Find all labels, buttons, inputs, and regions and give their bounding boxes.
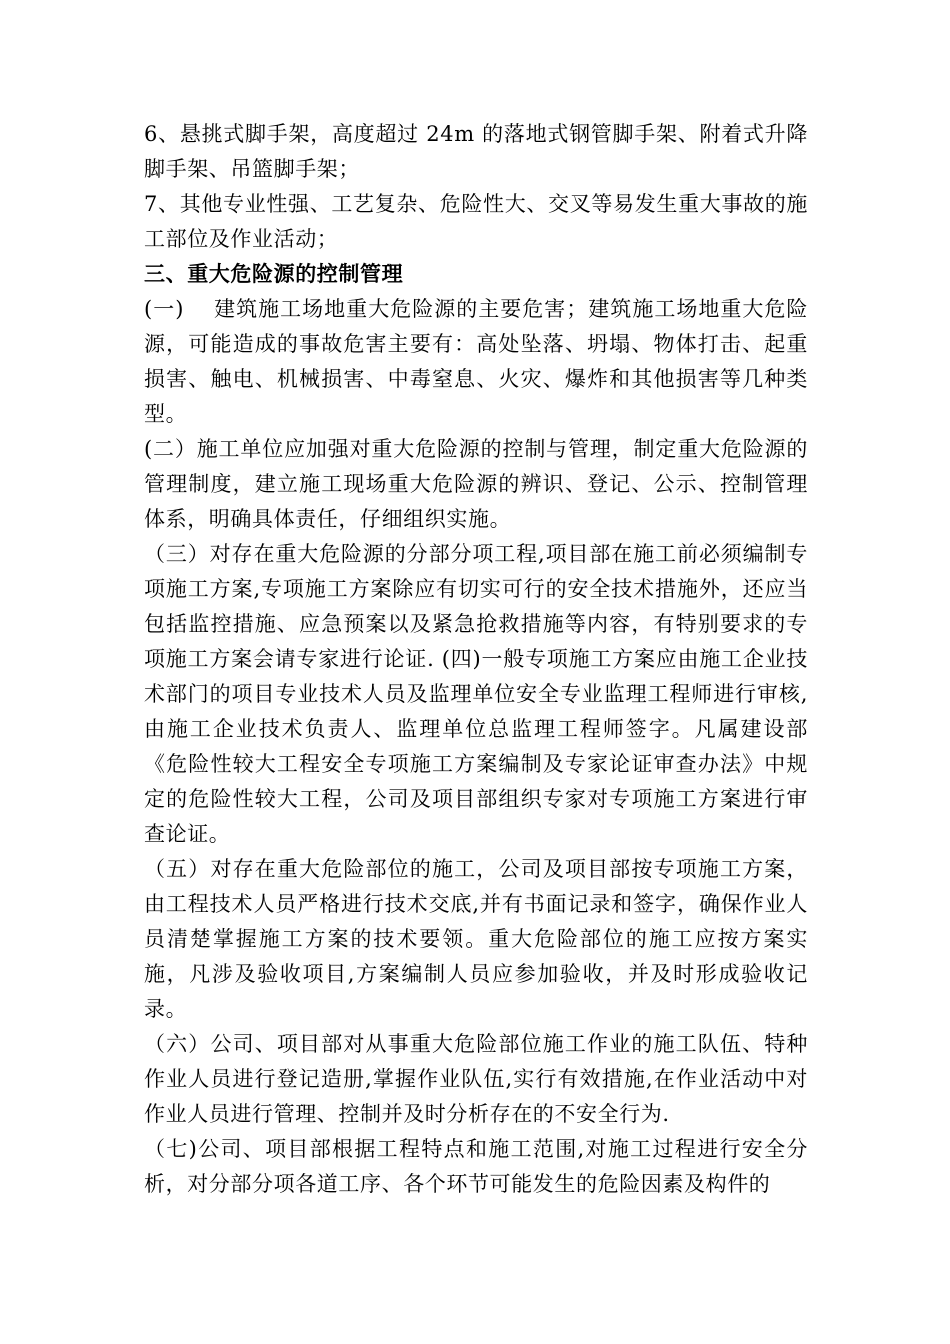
paragraph-section-7: （七)公司、项目部根据工程特点和施工范围,对施工过程进行安全分析，对分部分项各道工序、各个环节可能发生的危险因素及构件的 [144, 1137, 808, 1196]
section-heading: 三、重大危险源的控制管理 [144, 262, 404, 286]
paragraph-section-3-4: （三）对存在重大危险源的分部分项工程,项目部在施工前必须编制专项施工方案,专项施工方案除应有切实可行的安全技术措施外，还应当包括监控措施、应急预案以及紧急抢救措施等内容，有特别要求的专项施工方案会请专家进行论证. (四)一般专项施工方案应由施工企业技术部门的项目专业技术人员及监理单位安全专业监理工程师进行审核,由施工企业技术负责人、监理单位总监理工程师签字。凡属建设部《危险性较大工程安全专项施工方案编制及专家论证审查办法》中规定的危险性较大工程，公司及项目部组织专家对专项施工方案进行审查论证。 [144, 542, 808, 846]
paragraph-section-5: （五）对存在重大危险部位的施工，公司及项目部按专项施工方案，由工程技术人员严格进行技术交底,并有书面记录和签字，确保作业人员清楚掌握施工方案的技术要领。重大危险部位的施工应按方案实施，凡涉及验收项目,方案编制人员应参加验收，并及时形成验收记录。 [144, 857, 808, 1021]
paragraph-section-6: （六）公司、项目部对从事重大危险部位施工作业的施工队伍、特种作业人员进行登记造册,掌握作业队伍,实行有效措施,在作业活动中对作业人员进行管理、控制并及时分析存在的不安全行为. [144, 1032, 808, 1126]
document-page [144, 117, 808, 1202]
paragraph-item-7: 7、其他专业性强、工艺复杂、危险性大、交叉等易发生重大事故的施工部位及作业活动； [144, 192, 808, 251]
paragraph-section-1: (一) 建筑施工场地重大危险源的主要危害；建筑施工场地重大危险源，可能造成的事故危害主要有：高处坠落、坍塌、物体打击、起重损害、触电、机械损害、中毒窒息、火灾、爆炸和其他损害等几种类型。 [144, 297, 808, 426]
paragraph-section-2: (二）施工单位应加强对重大危险源的控制与管理，制定重大危险源的管理制度，建立施工现场重大危险源的辨识、登记、公示、控制管理体系，明确具体责任，仔细组织实施。 [144, 437, 808, 531]
paragraph-item-6: 6、悬挑式脚手架，高度超过 24m 的落地式钢管脚手架、附着式升降脚手架、吊篮脚手架； [144, 122, 808, 181]
